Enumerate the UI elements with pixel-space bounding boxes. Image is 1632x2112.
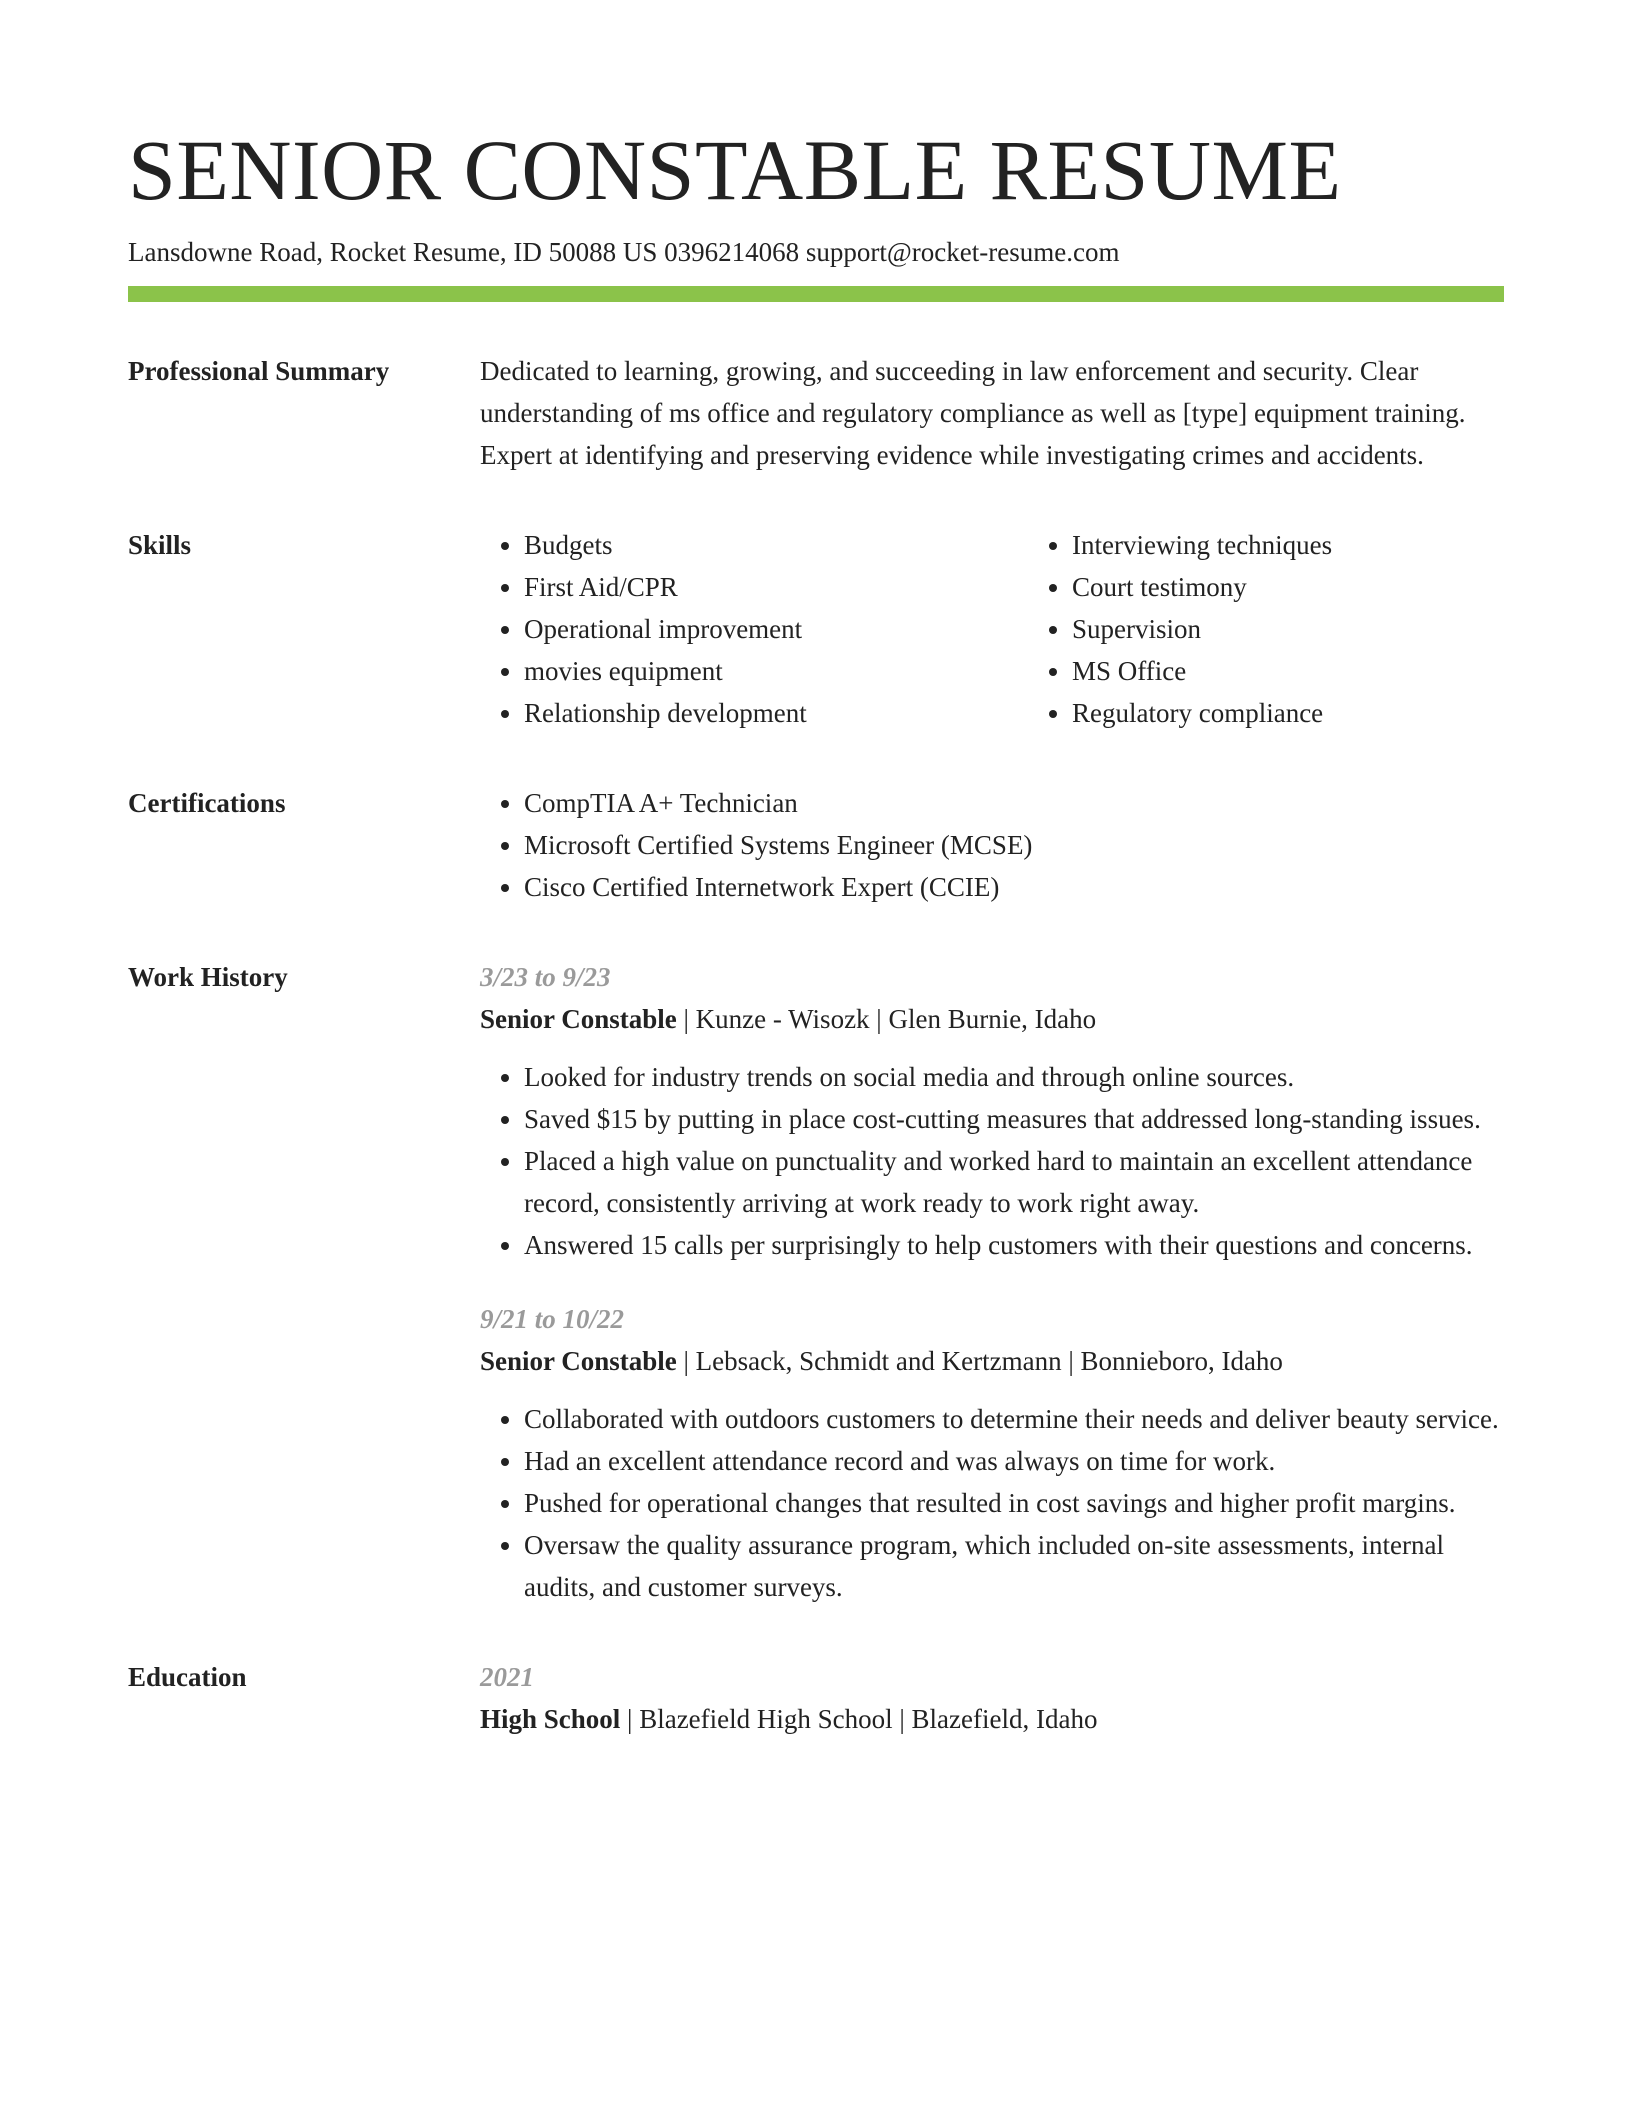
job-dates: 3/23 to 9/23 — [480, 962, 611, 992]
skill-item: • MS Office — [1072, 650, 1504, 692]
job-entry — [480, 1298, 1504, 1608]
job-title: Senior Constable — [480, 1346, 677, 1376]
job-bullet: • Oversaw the quality assurance program, which included on-site assessments, internal audits, and customer surveys. — [524, 1524, 1504, 1608]
job-dates: 9/21 to 10/22 — [480, 1304, 625, 1334]
work-history-label: Work History — [128, 962, 288, 992]
job-entry — [480, 956, 1504, 1266]
skill-item: • Regulatory compliance — [1072, 692, 1504, 734]
job-bullet: • Placed a high value on punctuality and worked hard to maintain an excellent attendance record, consistently arriving at work ready to work right away. — [524, 1140, 1504, 1224]
certification-item: • Cisco Certified Internetwork Expert (CCIE) — [524, 866, 1504, 908]
job-bullet: • Looked for industry trends on social media and through online sources. — [524, 1056, 1504, 1098]
summary-label: Professional Summary — [128, 356, 390, 386]
job-bullet: • Saved $15 by putting in place cost-cutting measures that addressed long-standing issues. — [524, 1098, 1504, 1140]
job-title: Senior Constable — [480, 1004, 677, 1034]
job-bullet: • Answered 15 calls per surprisingly to help customers with their questions and concerns. — [524, 1224, 1504, 1266]
skills-label: Skills — [128, 530, 192, 560]
accent-divider — [128, 286, 1504, 302]
education-year: 2021 — [480, 1662, 534, 1692]
certification-item: • CompTIA A+ Technician — [524, 782, 1504, 824]
education-section — [128, 1656, 1504, 1740]
skill-item: • movies equipment — [524, 650, 1028, 692]
certifications-list — [480, 782, 1504, 908]
skill-item: • First Aid/CPR — [524, 566, 1028, 608]
summary-section — [128, 350, 1504, 476]
skills-section — [128, 524, 1504, 734]
skill-item: • Operational improvement — [524, 608, 1028, 650]
education-label: Education — [128, 1662, 247, 1692]
skill-item: • Interviewing techniques — [1072, 524, 1504, 566]
education-degree: High School — [480, 1704, 621, 1734]
certification-item: • Microsoft Certified Systems Engineer (MCSE) — [524, 824, 1504, 866]
education-heading — [480, 1698, 1504, 1740]
job-bullets — [480, 1398, 1504, 1608]
summary-text: Dedicated to learning, growing, and succeeding in law enforcement and security. Clear understanding of ms office and regulatory compliance as well as [type] equipment training. Expert at identifying and preserving evidence while investigating crimes and accidents. — [480, 356, 1466, 470]
job-employer-location: | Lebsack, Schmidt and Kertzmann | Bonnieboro, Idaho — [676, 1346, 1283, 1376]
job-heading — [480, 998, 1504, 1040]
resume-title: SENIOR CONSTABLE RESUME — [128, 122, 1342, 218]
skill-item: • Supervision — [1072, 608, 1504, 650]
job-heading — [480, 1340, 1504, 1382]
job-bullet: • Collaborated with outdoors customers to determine their needs and deliver beauty service. — [524, 1398, 1504, 1440]
resume-page — [128, 118, 1504, 1740]
job-bullets — [480, 1056, 1504, 1266]
job-bullet: • Had an excellent attendance record and was always on time for work. — [524, 1440, 1504, 1482]
skill-item: • Budgets — [524, 524, 1028, 566]
skill-item: • Relationship development — [524, 692, 1028, 734]
certifications-section — [128, 782, 1504, 908]
contact-line: Lansdowne Road, Rocket Resume, ID 50088 US 0396214068 support@rocket-resume.com — [128, 237, 1120, 267]
education-school-location: | Blazefield High School | Blazefield, Idaho — [620, 1704, 1098, 1734]
certifications-label: Certifications — [128, 788, 286, 818]
work-history-section — [128, 956, 1504, 1608]
job-employer-location: | Kunze - Wisozk | Glen Burnie, Idaho — [676, 1004, 1097, 1034]
skills-list-left — [480, 524, 1028, 734]
skill-item: • Court testimony — [1072, 566, 1504, 608]
skills-list-right — [1028, 524, 1504, 734]
job-bullet: • Pushed for operational changes that resulted in cost savings and higher profit margins. — [524, 1482, 1504, 1524]
